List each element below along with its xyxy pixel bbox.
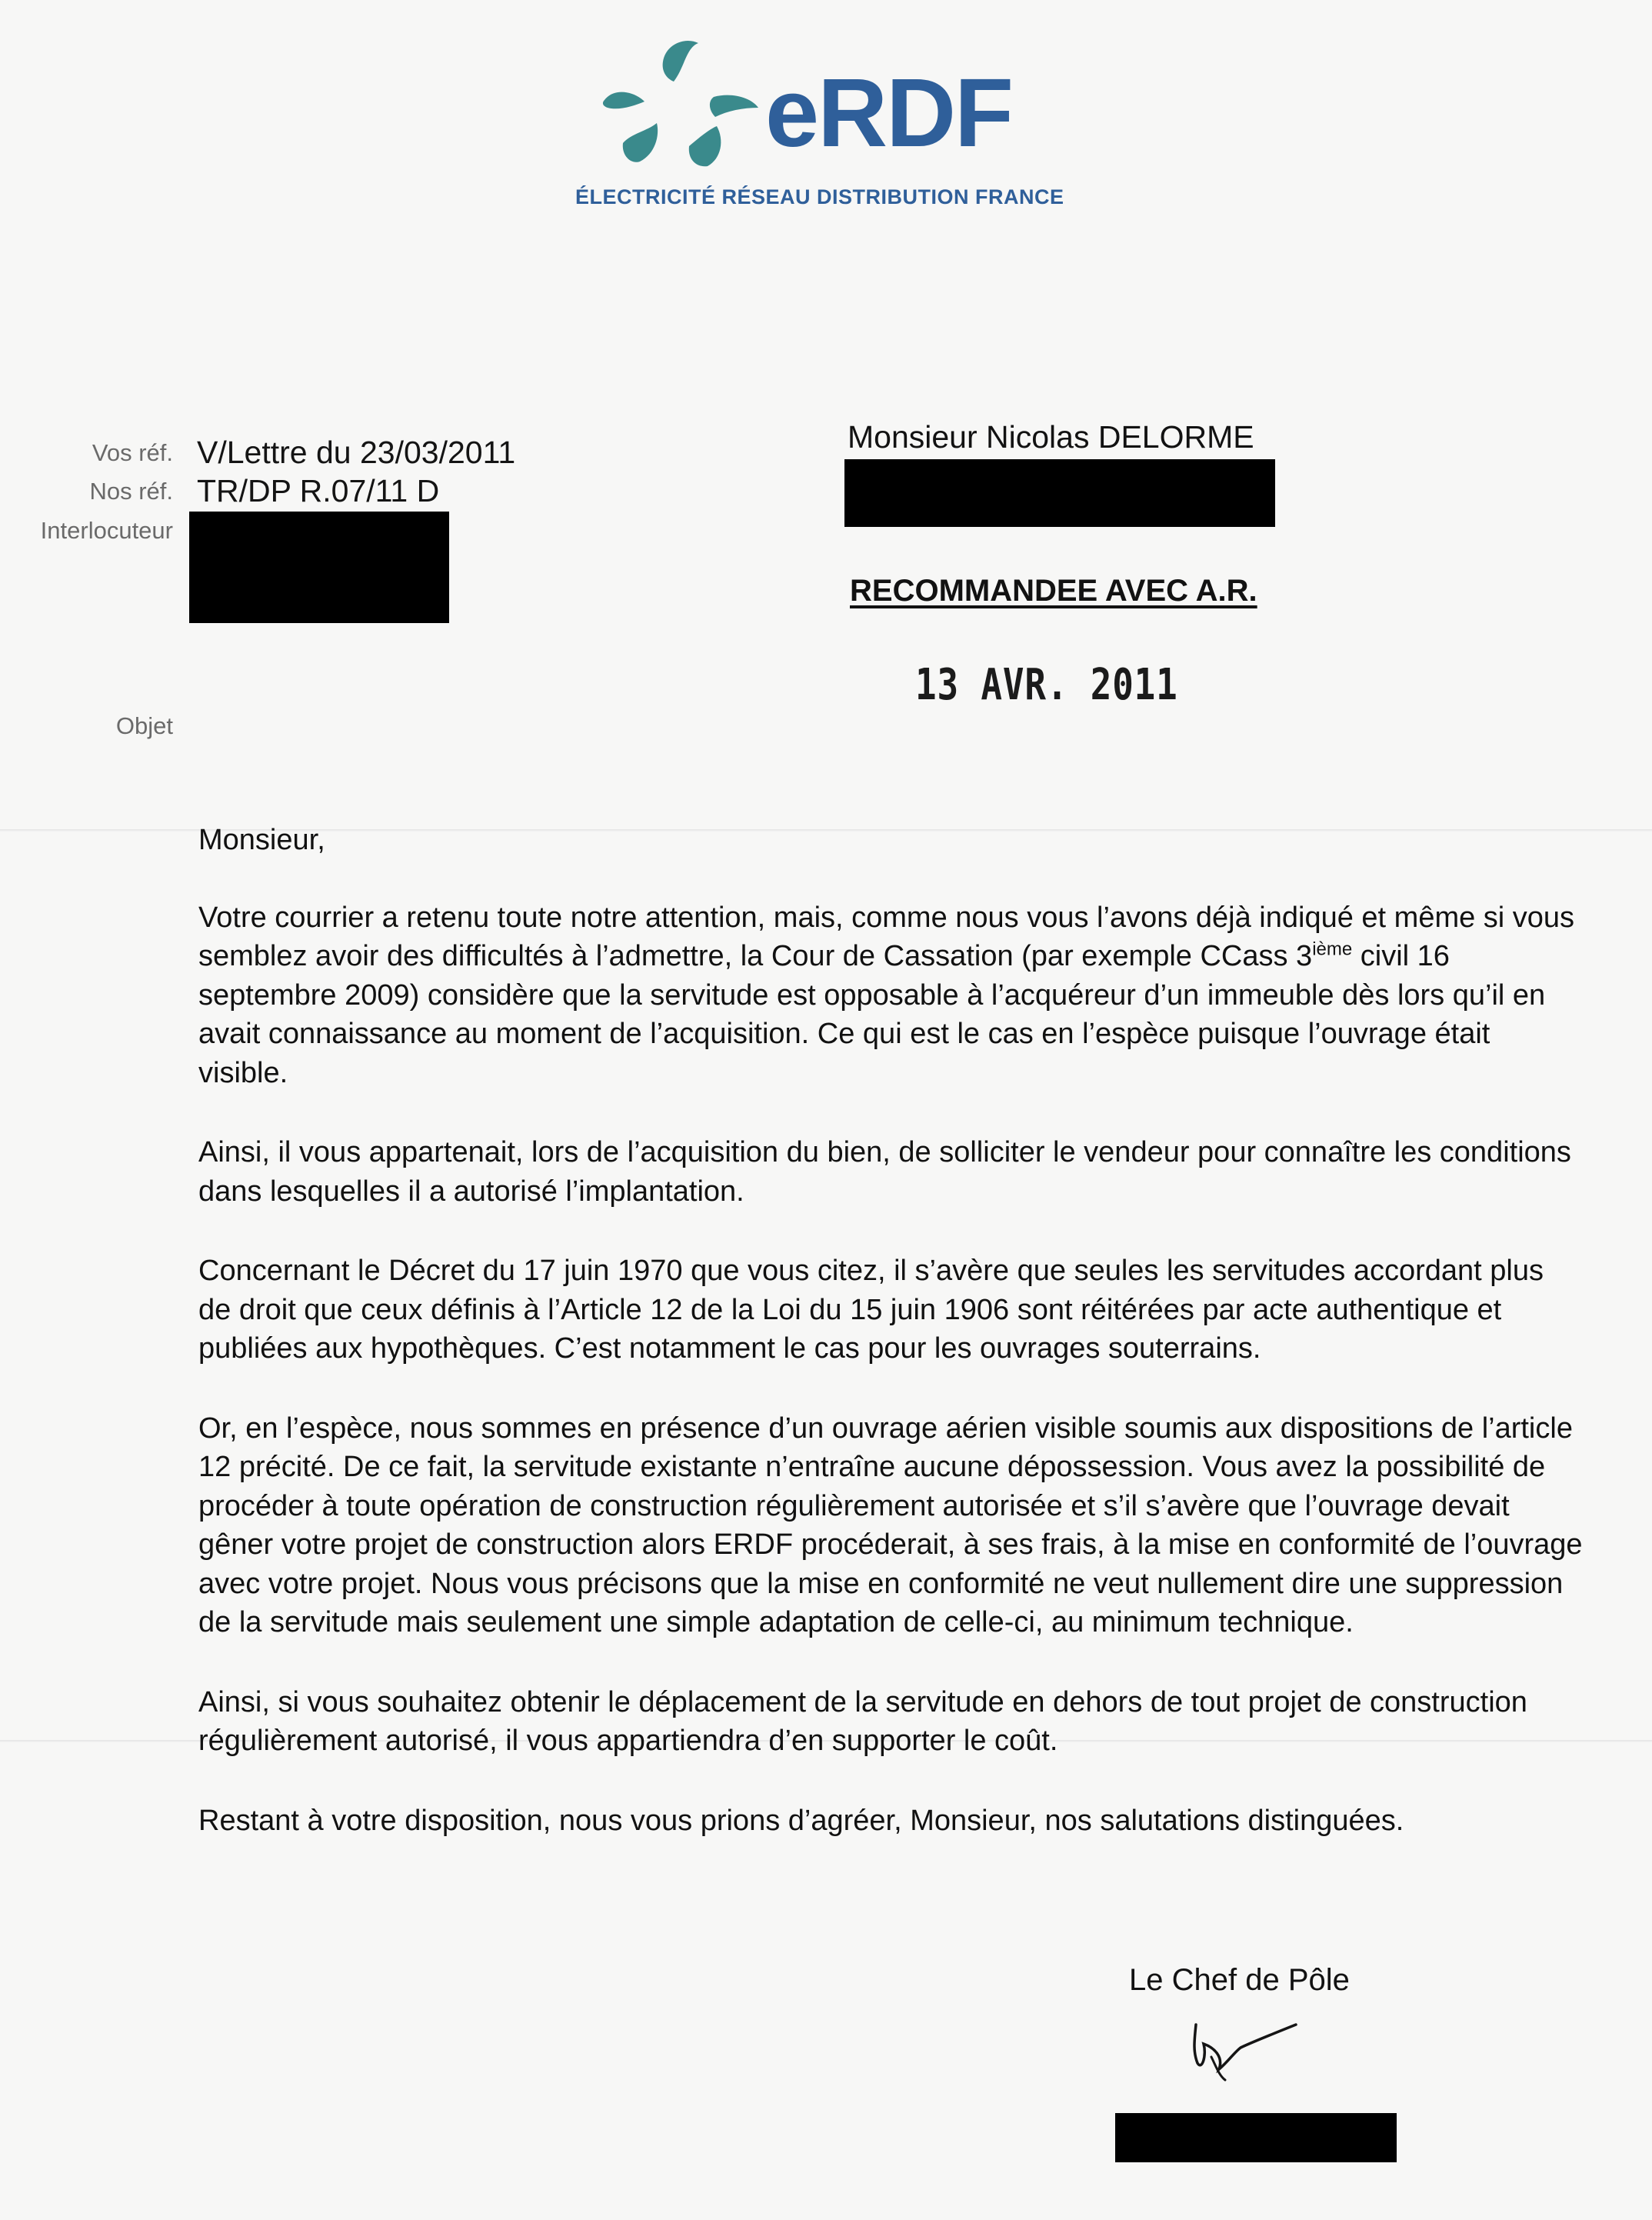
recipient-name: Monsieur Nicolas DELORME: [848, 419, 1254, 455]
paragraph-4: Or, en l’espèce, nous sommes en présence d’un ouvrage aérien visible soumis aux dispositions de l’article 12 précité. De ce fait, la servitude existante n’entraîne aucune dépossession. Vous avez la possibilité de procéder à toute opération de construction régulièrement autorisée et s’il s’avère que l’ouvrage devait gêner votre projet de construction alors ERDF procéderait, à ses frais, à la mise en conformité de l’ouvrage avec votre projet. Nous vous précisons que la mise en conformité ne veut nullement dire une suppression de la servitude mais seulement une simple adaptation de celle-ci, au minimum technique.: [198, 1412, 1583, 1638]
paragraph-3: Concernant le Décret du 17 juin 1970 que vous citez, il s’avère que seules les servitudes accordant plus de droit que ceux définis à l’Article 12 de la Loi du 15 juin 1906 sont réitérées par acte authentique et publiées aux hypothèques. C’est notamment le cas pour les ouvrages souterrains.: [198, 1255, 1544, 1365]
salutation: Monsieur,: [198, 824, 325, 856]
paragraph-5: Ainsi, si vous souhaitez obtenir le déplacement de la servitude en dehors de tout projet de construction régulièrement autorisé, il vous appartiendra d’en supporter le coût.: [198, 1685, 1527, 1757]
erdf-wordmark: eRDF: [765, 58, 1013, 167]
signer-title: Le Chef de Pôle: [1129, 1963, 1350, 1997]
redacted-address: [844, 459, 1275, 527]
letter-body: [198, 821, 1583, 1881]
erdf-logo: [575, 37, 1064, 222]
interlocuteur-label: Interlocuteur: [40, 517, 173, 544]
redacted-interlocuteur: [189, 512, 449, 623]
nos-ref-value: TR/DP R.07/11 D: [197, 473, 440, 508]
paragraph-2: Ainsi, il vous appartenait, lors de l’acquisition du bien, de solliciter le vendeur pour connaître les conditions dans lesquelles il a autorisé l’implantation.: [198, 1136, 1571, 1208]
vos-ref-label: Vos réf.: [92, 439, 173, 466]
handwritten-signature: [1181, 2009, 1311, 2086]
erdf-petals-icon: [600, 37, 769, 179]
registered-mail-label: RECOMMANDEE AVEC A.R.: [850, 574, 1257, 608]
date-stamp: 13 AVR. 2011: [915, 660, 1178, 710]
vos-ref-value: V/Lettre du 23/03/2011: [197, 435, 516, 470]
objet-label: Objet: [115, 712, 173, 739]
nos-ref-label: Nos réf.: [89, 478, 173, 505]
ordinal-superscript: ième: [1312, 938, 1353, 960]
paragraph-1: [198, 898, 1583, 1093]
paragraph-1-part-2: civil 16 septembre 2009) considère que la servitude est opposable à l’acquéreur d’un immeuble dès lors qu’il en avait connaissance au moment de l’acquisition. Ce qui est le cas en l’espèce puisque l’ouvrage était visible.: [198, 940, 1546, 1089]
erdf-tagline: ÉLECTRICITÉ RÉSEAU DISTRIBUTION FRANCE: [575, 185, 1064, 208]
redacted-signer-name: [1115, 2113, 1397, 2162]
paragraph-6: Restant à votre disposition, nous vous prions d’agréer, Monsieur, nos salutations distinguées.: [198, 1804, 1404, 1837]
paragraph-1-part-1: Votre courrier a retenu toute notre attention, mais, comme nous vous l’avons déjà indiqué et même si vous semblez avoir des difficultés à l’admettre, la Cour de Cassation (par exemple CCass 3: [198, 901, 1575, 972]
